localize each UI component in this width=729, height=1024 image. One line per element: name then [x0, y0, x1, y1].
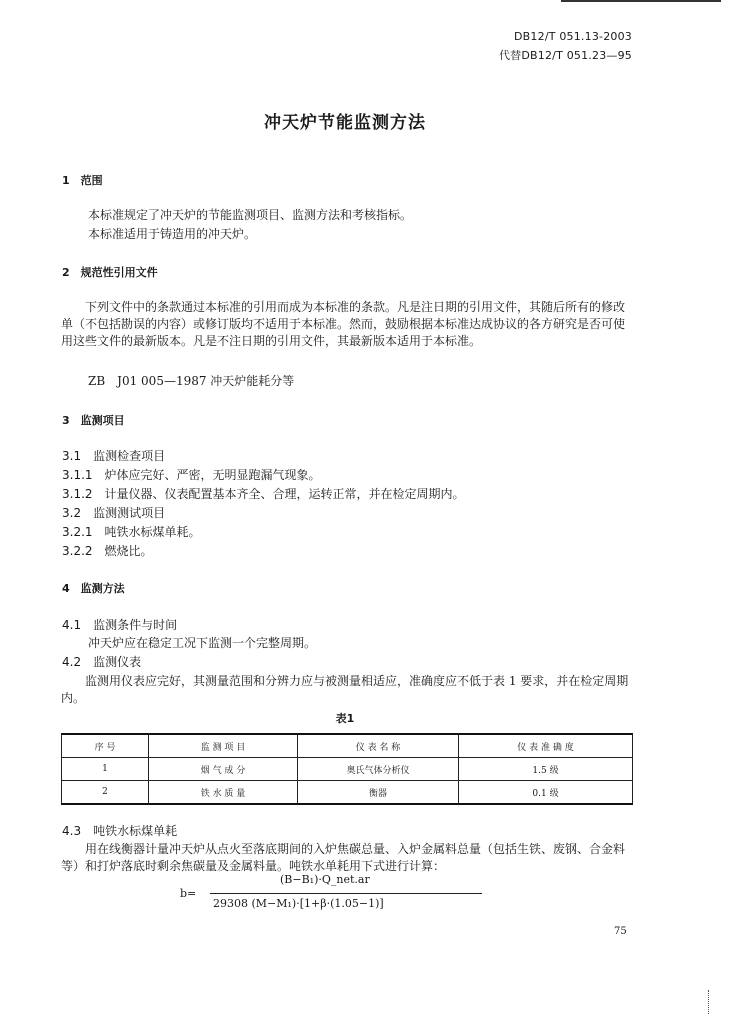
table-row: [62, 781, 633, 805]
standard-number: DB12/T 051.13-2003: [514, 30, 632, 43]
item-3-2-1: 3.2.1 吨铁水标煤单耗。: [62, 525, 201, 539]
scan-artifact: [708, 990, 711, 1014]
scan-edge-line: [561, 0, 721, 2]
formula-lhs: b=: [180, 887, 197, 900]
item-3-2-2: 3.2.2 燃烧比。: [62, 544, 153, 558]
table-header-cell: 序 号: [62, 734, 149, 758]
normative-reference: ZB J01 005—1987 冲天炉能耗分等: [88, 374, 295, 388]
replaces-standard: 代替DB12/T 051.23—95: [498, 49, 632, 62]
section-1-paragraph-1: 本标准规定了冲天炉的节能监测项目、监测方法和考核指标。: [88, 208, 413, 222]
table-cell: 铁 水 质 量: [149, 781, 298, 805]
table-header-row: [62, 734, 633, 758]
table-header-cell: 仪 表 准 确 度: [459, 734, 633, 758]
table-cell: 2: [62, 781, 149, 805]
document-title: 冲天炉节能监测方法: [264, 113, 426, 133]
page-number: 75: [614, 926, 627, 937]
table-cell: 1: [62, 758, 149, 781]
table-cell: 奥氏气体分析仪: [298, 758, 459, 781]
fraction-bar: [210, 893, 482, 894]
table-header-cell: 仪 表 名 称: [298, 734, 459, 758]
table-cell: 烟 气 成 分: [149, 758, 298, 781]
subsection-4-1-heading: 4.1 监测条件与时间: [62, 618, 178, 632]
section-3-heading: 3 监测项目: [62, 414, 125, 427]
section-4-heading: 4 监测方法: [62, 582, 125, 595]
table-cell: 衡器: [298, 781, 459, 805]
subsection-4-2-text: 监测用仪表应完好，其测量范围和分辨力应与被测量相适应，准确度应不低于表 1 要求，并在检定周期内。: [61, 674, 629, 705]
item-3-1-2: 3.1.2 计量仪器、仪表配置基本齐全、合理，运转正常，并在检定周期内。: [62, 487, 465, 501]
table-cell: 1.5 级: [459, 758, 633, 781]
item-3-1-1: 3.1.1 炉体应完好、严密，无明显跑漏气现象。: [62, 468, 321, 482]
table-cell: 0.1 级: [459, 781, 633, 805]
section-2-paragraph: 下列文件中的条款通过本标准的引用而成为本标准的条款。凡是注日期的引用文件，其随后所有的修改单（不包括勘误的内容）或修订版均不适用于本标准。然而，鼓励根据本标准达成协议的各方研究是否可使用这些文件的最新版本。凡是不注日期的引用文件，其最新版本适用于本标准。: [61, 300, 626, 348]
subsection-3-2-heading: 3.2 监测测试项目: [62, 506, 166, 520]
subsection-4-3-heading: 4.3 吨铁水标煤单耗: [62, 824, 178, 838]
subsection-4-2-heading: 4.2 监测仪表: [62, 655, 142, 669]
formula-denominator: 29308 (M−M₁)·[1+β·(1.05−1)]: [213, 897, 384, 910]
formula-numerator: (B−B₁)·Q_net.ar: [280, 873, 370, 886]
subsection-4-3-text: 用在线衡器计量冲天炉从点火至落底期间的入炉焦碳总量、入炉金属料总量（包括生铁、废钢、合金料等）和打炉落底时剩余焦碳量及金属料量。吨铁水单耗用下式进行计算：: [61, 842, 626, 873]
table-header-cell: 监 测 项 目: [149, 734, 298, 758]
section-2-heading: 2 规范性引用文件: [62, 266, 158, 279]
consumption-formula: [180, 873, 480, 915]
section-1-paragraph-2: 本标准适用于铸造用的冲天炉。: [88, 227, 257, 241]
section-1-heading: 1 范围: [62, 174, 103, 187]
subsection-4-1-text: 冲天炉应在稳定工况下监测一个完整周期。: [88, 636, 317, 650]
table-caption: 表1: [335, 712, 355, 725]
instrument-table: [61, 733, 633, 805]
subsection-3-1-heading: 3.1 监测检查项目: [62, 449, 166, 463]
table-row: [62, 758, 633, 781]
